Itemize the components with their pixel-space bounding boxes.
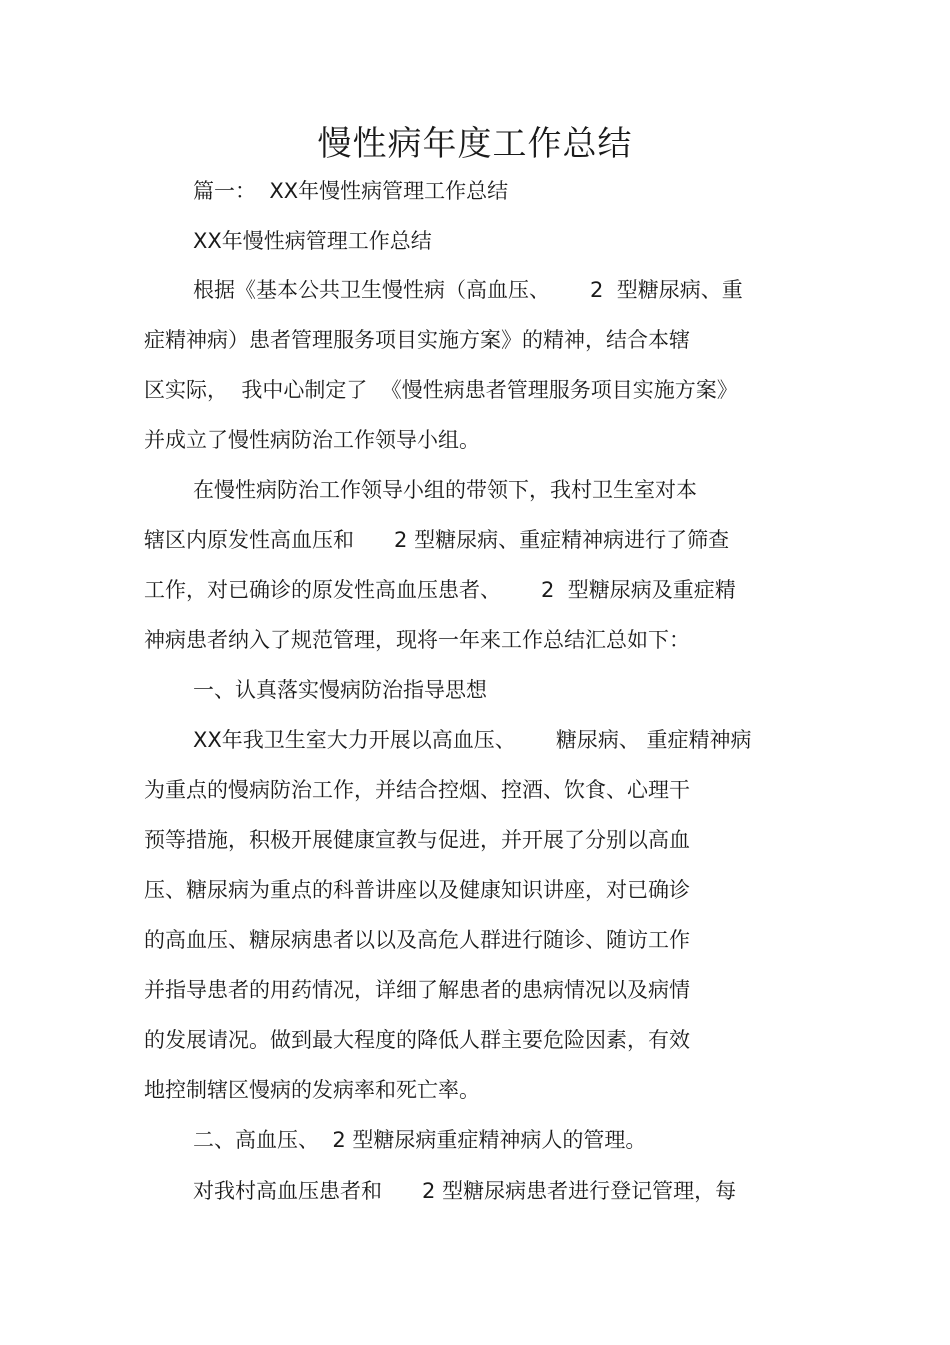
paragraph-line: 地控制辖区慢病的发病率和死亡率。	[144, 1078, 480, 1102]
paragraph-line: 工作，对已确诊的原发性高血压患者、 2 型糖尿病及重症精	[144, 578, 736, 602]
paragraph-line: 区实际， 我中心制定了 《慢性病患者管理服务项目实施方案》	[144, 378, 738, 402]
paragraph-line: 并指导患者的用药情况，详细了解患者的患病情况以及病情	[144, 978, 690, 1002]
paragraph-line: 并成立了慢性病防治工作领导小组。	[144, 428, 480, 452]
paragraph-line: 症精神病）患者管理服务项目实施方案》的精神，结合本辖	[144, 328, 690, 352]
paragraph-line: 在慢性病防治工作领导小组的带领下，我村卫生室对本	[193, 478, 697, 502]
paragraph-line: 神病患者纳入了规范管理，现将一年来工作总结汇总如下：	[144, 628, 690, 652]
paragraph-line: 根据《基本公共卫生慢性病（高血压、 2 型糖尿病、重	[193, 278, 743, 302]
section-heading-1: 一、认真落实慢病防治指导思想	[193, 678, 487, 702]
paragraph-line: 的高血压、糖尿病患者以以及高危人群进行随诊、随访工作	[144, 928, 690, 952]
section-heading: XX年慢性病管理工作总结	[193, 229, 432, 253]
paragraph-line: 的发展请况。做到最大程度的降低人群主要危险因素，有效	[144, 1028, 690, 1052]
paragraph-line: 预等措施，积极开展健康宣教与促进，并开展了分别以高血	[144, 828, 690, 852]
paragraph-line: XX年我卫生室大力开展以高血压、 糖尿病、 重症精神病	[193, 728, 752, 752]
paragraph-line: 压、糖尿病为重点的科普讲座以及健康知识讲座，对已确诊	[144, 878, 690, 902]
section-heading-2: 二、高血压、 2 型糖尿病重症精神病人的管理。	[193, 1128, 647, 1152]
paragraph-line: 辖区内原发性高血压和 2 型糖尿病、重症精神病进行了筛查	[144, 528, 730, 552]
paragraph-line: 对我村高血压患者和 2 型糖尿病患者进行登记管理，每	[193, 1179, 737, 1203]
paragraph-line: 为重点的慢病防治工作，并结合控烟、控酒、饮食、心理干	[144, 778, 690, 802]
section-subtitle: 篇一： XX年慢性病管理工作总结	[193, 179, 509, 203]
document-title: 慢性病年度工作总结	[317, 124, 633, 164]
